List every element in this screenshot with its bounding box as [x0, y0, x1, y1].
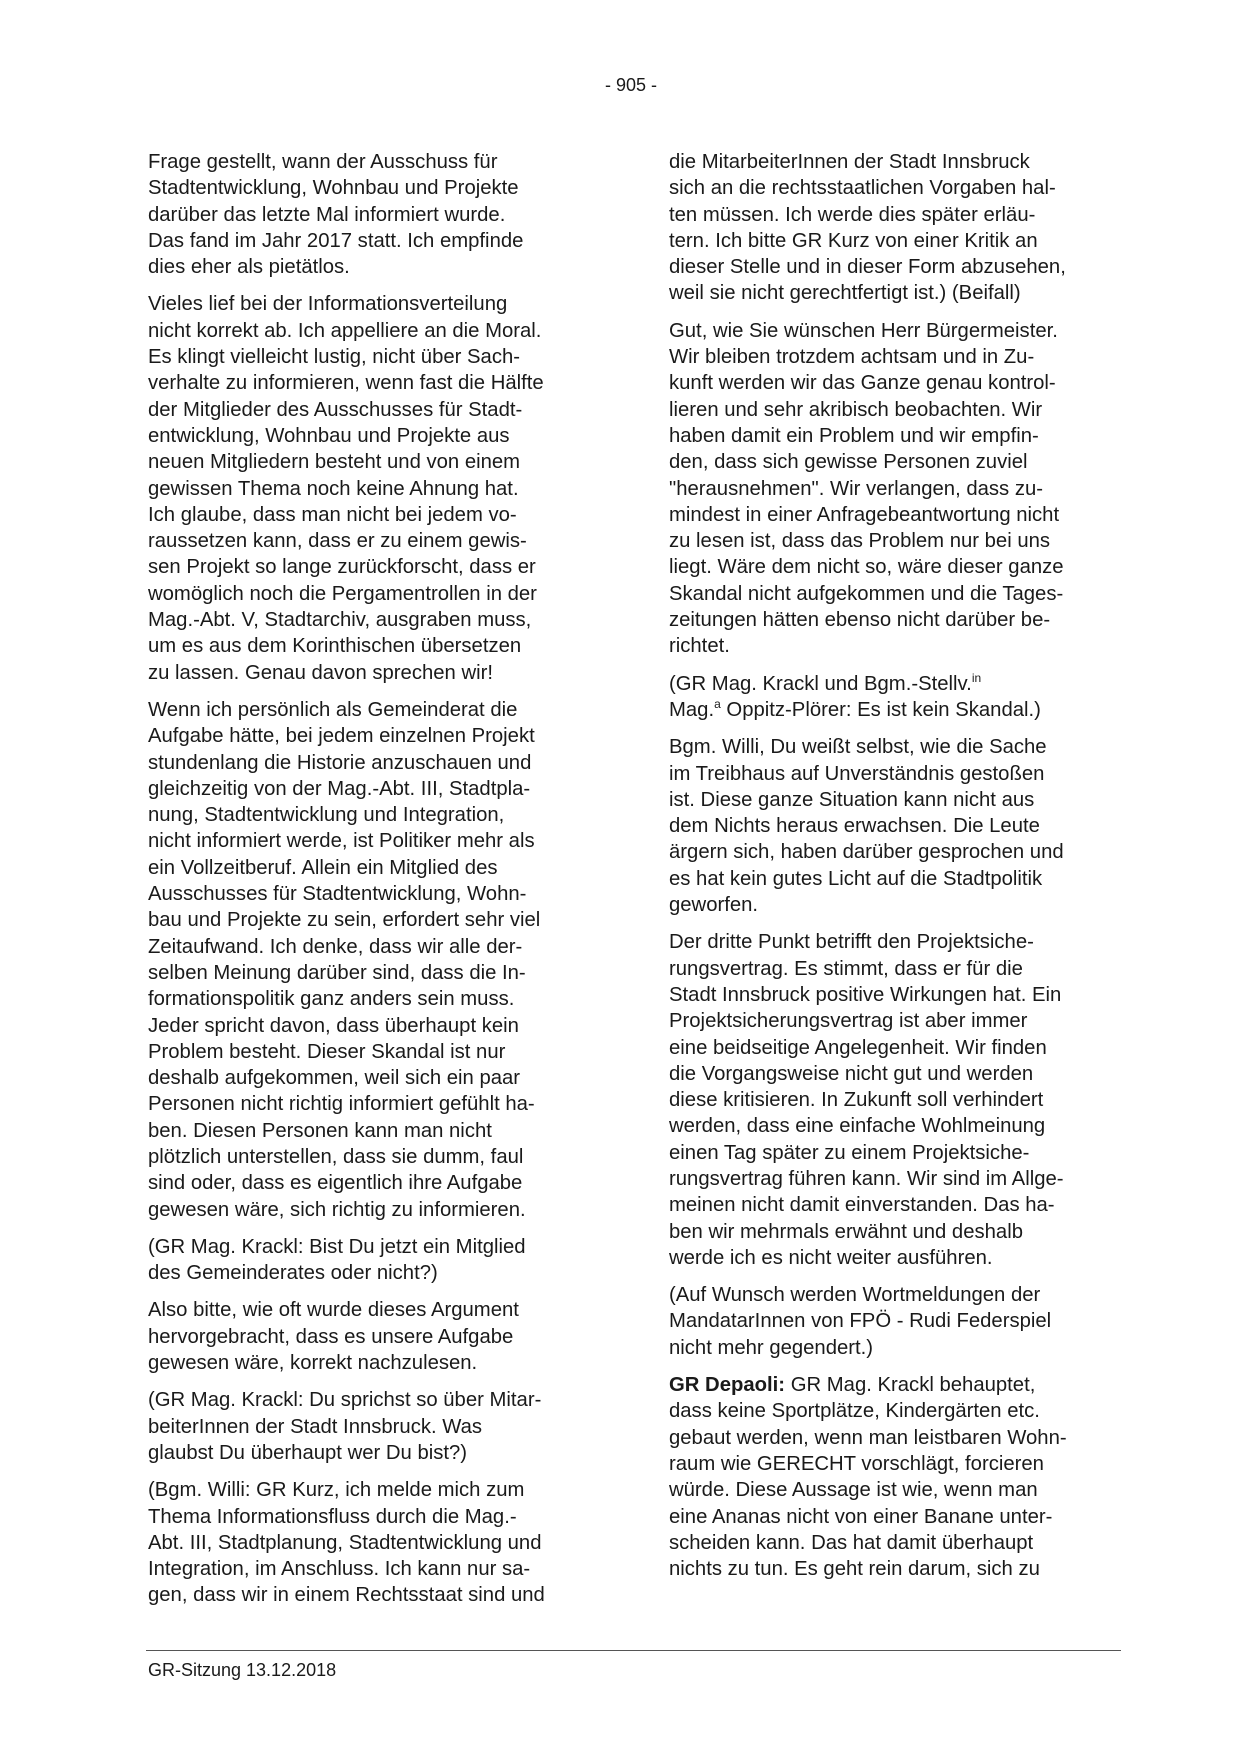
left-column [148, 149, 595, 1620]
paragraph: Frage gestellt, wann der Ausschuss für Stadtentwicklung, Wohnbau und Projekte darüber das letzte Mal informiert wurde. Das fand im Jahr 2017 statt. Ich empfinde dies eher als pietätlos. [148, 151, 524, 279]
interjection-text: (GR Mag. Krackl und Bgm.-Stellv. [669, 672, 972, 695]
superscript: a [714, 697, 721, 712]
paragraph: Also bitte, wie oft wurde dieses Argument hervorgebracht, dass es unsere Aufgabe gewesen wäre, korrekt nachzulesen. [148, 1299, 519, 1375]
paragraph: Der dritte Punkt betrifft den Projektsiche- rungsvertrag. Es stimmt, dass er für die Stadt Innsbruck positive Wirkungen hat. Ein Projektsicherungsvertrag ist aber immer eine beidseitige Angelegenheit. Wir finden die Vorgangsweise nicht gut und werden diese kritisieren. In Zukunft soll verhindert werden, dass eine einfache Wohlmeinung einen Tag später zu einem Projektsiche- rungsvertrag führen kann. Wir sind im Allge- meinen nicht damit einverstanden. Das ha- ben wir mehrmals erwähnt und deshalb werde ich es nicht weiter ausführen. [669, 931, 1064, 1269]
interjection-text: Oppitz-Plörer: Es ist kein Skandal.) [720, 698, 1041, 721]
right-column [669, 149, 1116, 1593]
page-number: - 905 - [604, 75, 658, 95]
footer-session-date: GR-Sitzung 13.12.2018 [148, 1660, 337, 1680]
interjection: (GR Mag. Krackl: Du sprichst so über Mitar- beiterInnen der Stadt Innsbruck. Was glaubst Du überhaupt wer Du bist?) [148, 1389, 542, 1464]
paragraph: die MitarbeiterInnen der Stadt Innsbruck sich an die rechtsstaatlichen Vorgaben hal- ten müssen. Ich werde dies später erläu- tern. Ich bitte GR Kurz von einer Kritik an dieser Stelle und in dieser Form abzusehen, weil sie nicht gerechtfertigt ist.) (Beifall) [669, 151, 1066, 305]
speaker-name: GR Depaoli: [669, 1374, 786, 1397]
interjection-text: Mag. [669, 698, 715, 721]
paragraph: Bgm. Willi, Du weißt selbst, wie die Sache im Treibhaus auf Unverständnis gestoßen ist. Diese ganze Situation kann nicht aus dem Nichts heraus erwachsen. Die Leute ärgern sich, haben darüber gesprochen und es hat kein gutes Licht auf die Stadtpolitik geworfen. [669, 736, 1064, 917]
superscript: in [971, 670, 982, 685]
paragraph: Wenn ich persönlich als Gemeinderat die Aufgabe hätte, bei jedem einzelnen Projekt stundenlang die Historie anzuschauen und gleichzeitig von der Mag.-Abt. III, Stadtpla- nung, Stadtentwicklung und Integration, nicht informiert werde, ist Politiker mehr als ein Vollzeitberuf. Allein ein Mitglied des Ausschusses für Stadtentwicklung, Wohn- bau und Projekte zu sein, erfordert sehr viel Zeitaufwand. Ich denke, dass wir alle der- selben Meinung darüber sind, dass die In- formationspolitik ganz anders sein muss. Jeder spricht davon, dass überhaupt kein Problem besteht. Dieser Skandal ist nur deshalb aufgekommen, weil sich ein paar Personen nicht richtig informiert gefühlt ha- ben. Diesen Personen kann man nicht plötzlich unterstellen, dass sie dumm, faul sind oder, dass es eigentlich ihre Aufgabe gewesen wäre, sich richtig zu informieren. [148, 698, 541, 1221]
interjection: (Auf Wunsch werden Wortmeldungen der MandatarInnen von FPÖ - Rudi Federspiel nicht mehr gegendert.) [669, 1284, 1052, 1359]
interjection: (Bgm. Willi: GR Kurz, ich melde mich zum Thema Informationsfluss durch die Mag.- Abt. III, Stadtplanung, Stadtentwicklung und Integration, im Anschluss. Ich kann nur sa- gen, dass wir in einem Rechtsstaat sind und [148, 1479, 545, 1607]
interjection [669, 671, 1116, 724]
footer-divider [146, 1650, 1121, 1651]
paragraph: Vieles lief bei der Informationsverteilung nicht korrekt ab. Ich appelliere an die Moral. Es klingt vielleicht lustig, nicht über Sach- verhalte zu informieren, wenn fast die Hälfte der Mitglieder des Ausschusses für Stadt- entwicklung, Wohnbau und Projekte aus neuen Mitgliedern besteht und von einem gewissen Thema noch keine Ahnung hat. Ich glaube, dass man nicht bei jedem vo- raussetzen kann, dass er zu einem gewis- sen Projekt so lange zurückforscht, dass er womöglich noch die Pergamentrollen in der Mag.-Abt. V, Stadtarchiv, ausgraben muss, um es aus dem Korinthischen übersetzen zu lassen. Genau davon sprechen wir! [148, 293, 544, 684]
paragraph: Gut, wie Sie wünschen Herr Bürgermeister. Wir bleiben trotzdem achtsam und in Zu- kunft werden wir das Ganze genau kontrol- lieren und sehr akribisch beobachten. Wir haben damit ein Problem und wir empfin- den, dass sich gewisse Personen zuviel "herausnehmen". Wir verlangen, dass zu- mindest in einer Anfragebeantwortung nicht zu lesen ist, dass das Problem nur bei uns liegt. Wäre dem nicht so, wäre dieser ganze Skandal nicht aufgekommen und die Tages- zeitungen hätten ebenso nicht darüber be- richtet. [669, 319, 1064, 658]
speech-text: GR Mag. Krackl behauptet, dass keine Sportplätze, Kindergärten etc. gebaut werden, wenn man leistbaren Wohn- raum wie GERECHT vorschlägt, forcieren würde. Diese Aussage ist wie, wenn man eine Ananas nicht von einer Banane unter- scheiden kann. Das hat damit überhaupt nichts zu tun. Es geht rein darum, sich zu [669, 1374, 1067, 1581]
paragraph [669, 1372, 1116, 1582]
interjection: (GR Mag. Krackl: Bist Du jetzt ein Mitglied des Gemeinderates oder nicht?) [148, 1235, 526, 1285]
